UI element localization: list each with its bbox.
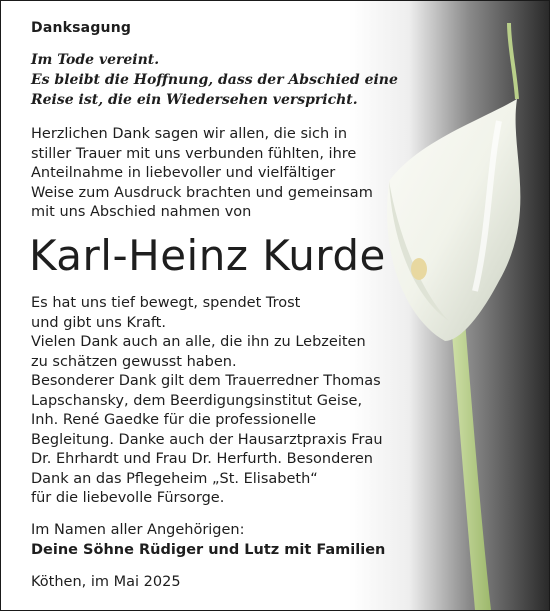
quote: Im Tode vereint. Es bleibt die Hoffnung, dass der Abschied eine Reise ist, die ein Wiedersehen verspricht.	[31, 52, 398, 108]
deceased-name: Karl-Heinz Kurde	[29, 231, 386, 280]
place-date: Köthen, im Mai 2025	[31, 574, 181, 590]
heading: Danksagung	[31, 20, 132, 36]
signature: Deine Söhne Rüdiger und Lutz mit Familien	[31, 542, 386, 558]
intro-paragraph: Herzlichen Dank sagen wir allen, die sich in stiller Trauer mit uns verbunden fühlten, ihre Anteilnahme in liebevoller und vielfältiger Weise zum Ausdruck brachten und gemeinsam mit uns Abschied nahmen von	[31, 126, 373, 220]
thanks-paragraph: Es hat uns tief bewegt, spendet Trost und gibt uns Kraft. Vielen Dank auch an alle, die ihn zu Lebzeiten zu schätzen gewusst haben. Besonderer Dank gilt dem Trauerredner Thomas Lapschansky, dem Beerdigungsinstitut Geise, Inh. René Gaedke für die professionelle Begleitung. Danke auch der Hausarztpraxis Frau Dr. Ehrhardt und Frau Dr. Herfurth. Besonderen Dank an das Pflegeheim „St. Elisabeth“ für die liebevolle Fürsorge.	[31, 295, 383, 506]
signature-intro: Im Namen aller Angehörigen:	[31, 522, 245, 538]
